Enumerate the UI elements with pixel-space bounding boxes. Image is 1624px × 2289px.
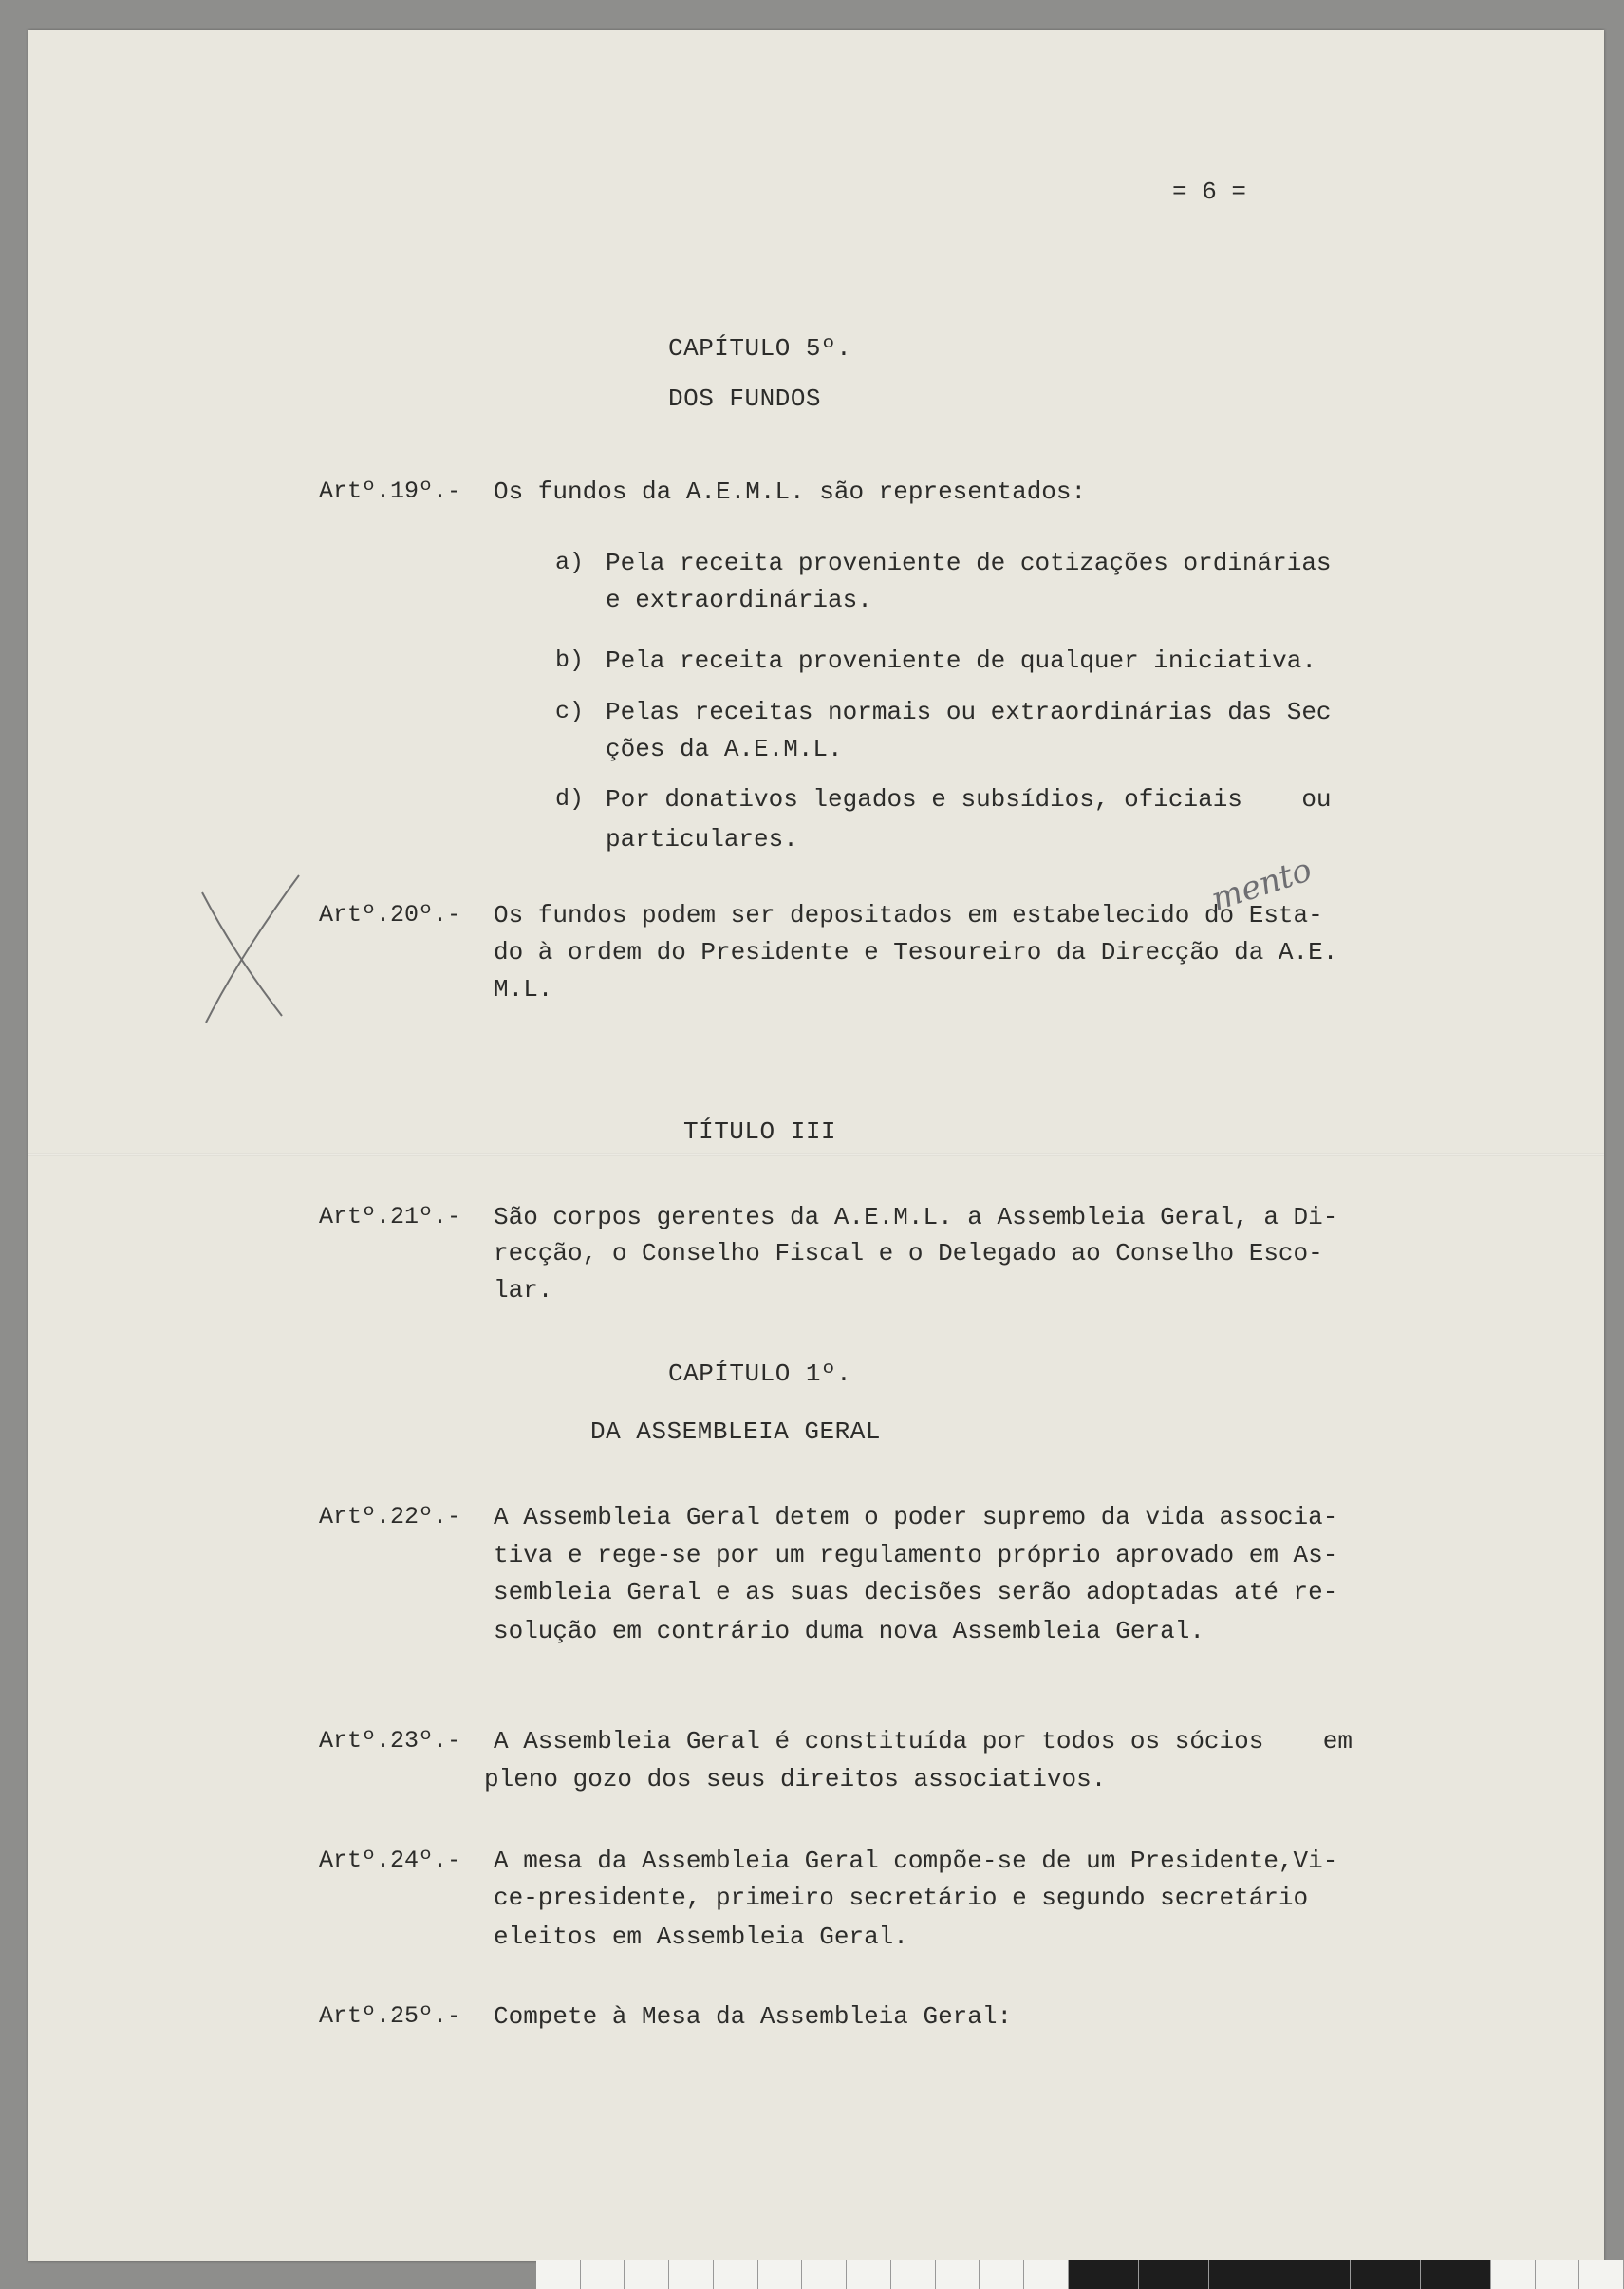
article-label: Artº.23º.-	[319, 1727, 462, 1754]
article-line: do à ordem do Presidente e Tesoureiro da Direcção da A.E.	[494, 938, 1338, 966]
article-line: Os fundos podem ser depositados em estabelecido do Esta-	[494, 901, 1323, 929]
article-line: São corpos gerentes da A.E.M.L. a Assembleia Geral, a Di-	[494, 1203, 1338, 1231]
article-label: Artº.19º.-	[319, 478, 462, 505]
article-line: sembleia Geral e as suas decisões serão adoptadas até re-	[494, 1578, 1338, 1606]
item-line: Pela receita proveniente de cotizações ordinárias	[606, 549, 1332, 577]
title-heading: TÍTULO III	[683, 1117, 837, 1146]
item-line: Por donativos legados e subsídios, oficiais ou	[606, 785, 1332, 814]
page-fold	[28, 1153, 1604, 1156]
article-line: pleno gozo dos seus direitos associativos.	[484, 1765, 1107, 1793]
item-line: particulares.	[606, 825, 798, 854]
item-label: d)	[555, 785, 585, 813]
article-line: lar.	[494, 1276, 553, 1304]
document-page	[28, 30, 1604, 2261]
chapter-heading: CAPÍTULO 1º.	[668, 1360, 852, 1388]
article-label: Artº.21º.-	[319, 1203, 462, 1230]
article-line: ce-presidente, primeiro secretário e segundo secretário	[494, 1884, 1309, 1912]
article-line: A Assembleia Geral é constituída por todos os sócios em	[494, 1727, 1353, 1755]
article-label: Artº.25º.-	[319, 2002, 462, 2030]
page-number: = 6 =	[1172, 178, 1247, 206]
scale-ruler	[536, 2260, 1624, 2289]
article-line: solução em contrário duma nova Assembleia Geral.	[494, 1617, 1204, 1645]
item-line: e extraordinárias.	[606, 586, 872, 614]
article-line: A Assembleia Geral detem o poder supremo da vida associa-	[494, 1503, 1338, 1531]
article-label: Artº.24º.-	[319, 1847, 462, 1874]
article-line: M.L.	[494, 975, 553, 1004]
item-line: ções da A.E.M.L.	[606, 735, 843, 763]
section-heading: DA ASSEMBLEIA GERAL	[590, 1417, 881, 1446]
item-label: c)	[555, 698, 585, 725]
article-line: A mesa da Assembleia Geral compõe-se de um Presidente,Vi-	[494, 1847, 1338, 1875]
pencil-cross-mark	[195, 866, 308, 1027]
item-line: Pela receita proveniente de qualquer iniciativa.	[606, 647, 1316, 675]
article-label: Artº.20º.-	[319, 901, 462, 929]
article-line: Os fundos da A.E.M.L. são representados:	[494, 478, 1087, 506]
article-line: eleitos em Assembleia Geral.	[494, 1923, 908, 1951]
article-line: Compete à Mesa da Assembleia Geral:	[494, 2002, 1013, 2031]
item-label: b)	[555, 647, 585, 674]
article-line: recção, o Conselho Fiscal e o Delegado ao Conselho Esco-	[494, 1239, 1323, 1267]
handwritten-note: mento	[1206, 851, 1316, 919]
chapter-heading: CAPÍTULO 5º.	[668, 334, 852, 363]
article-label: Artº.22º.-	[319, 1503, 462, 1530]
section-heading: DOS FUNDOS	[668, 385, 822, 413]
item-label: a)	[555, 549, 585, 576]
article-line: tiva e rege-se por um regulamento próprio aprovado em As-	[494, 1541, 1338, 1569]
item-line: Pelas receitas normais ou extraordinárias das Sec	[606, 698, 1332, 726]
